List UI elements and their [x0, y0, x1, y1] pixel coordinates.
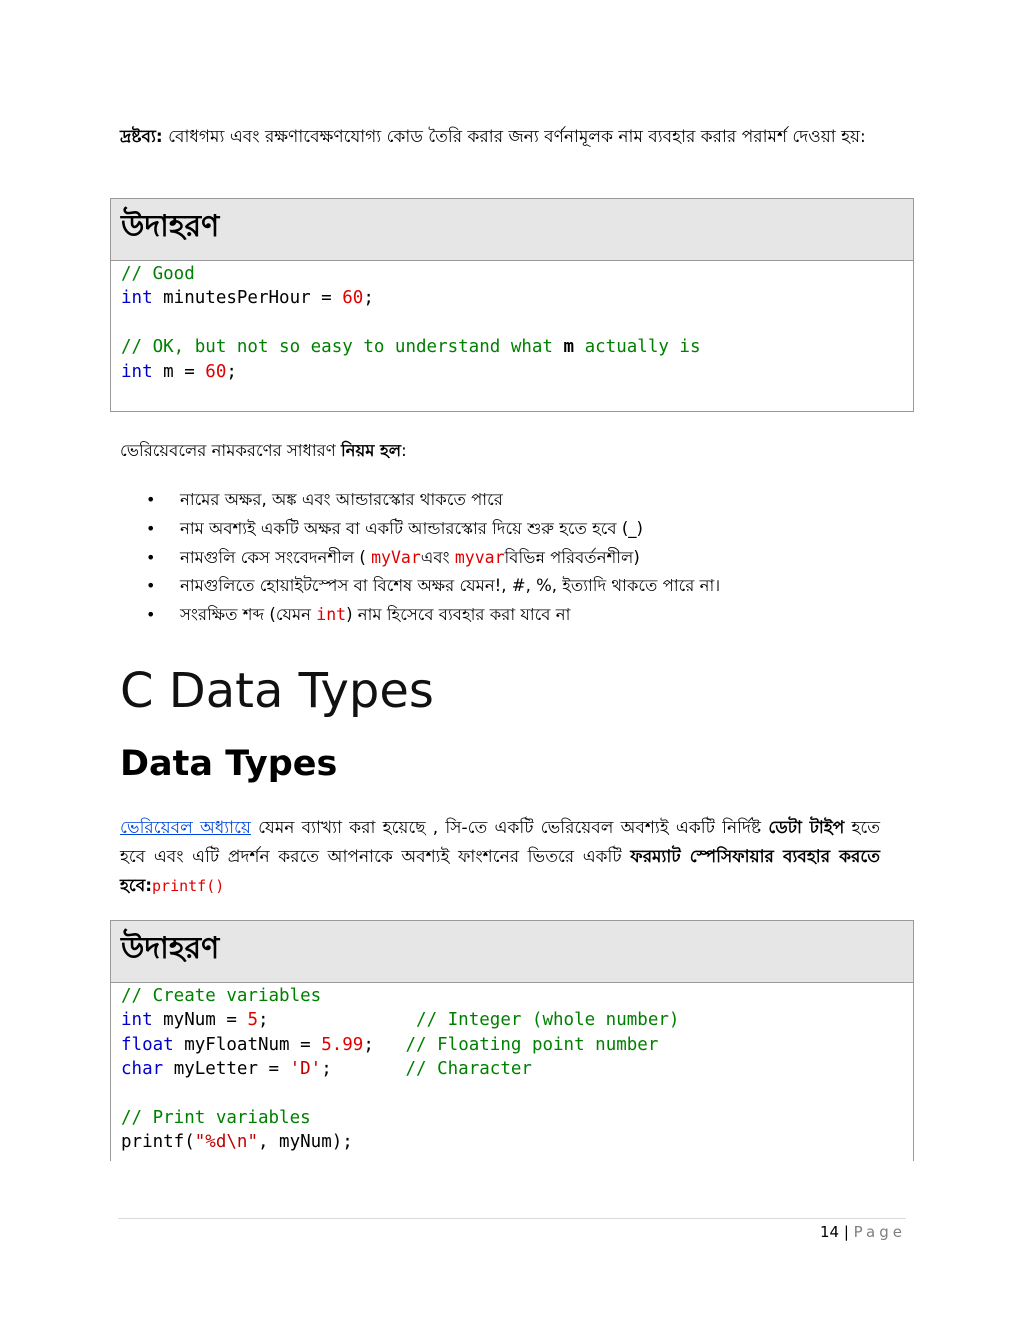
list-item: • নাম অবশ্যই একটি অক্ষর বা একটি আন্ডারস্কোর দিয়ে শুরু হতে হবে (_) [146, 515, 720, 544]
rules-intro: ভেরিয়েবলের নামকরণের সাধারণ নিয়ম হল: [120, 441, 407, 460]
code-keyword: int [121, 288, 153, 309]
page-footer: 14 | Page [819, 1223, 906, 1241]
code-semicolon: ; [226, 361, 237, 382]
code-number: 60 [205, 361, 227, 382]
inline-code: myvar [454, 547, 505, 567]
note-label: দ্রষ্টব্য: [120, 127, 163, 147]
page-label: Page [853, 1223, 906, 1241]
footer-divider [118, 1218, 906, 1219]
data-types-paragraph: ভেরিয়েবল অধ্যায়ে যেমন ব্যাখ্যা করা হয়েছে , সি-তে একটি ভেরিয়েবল অবশ্যই একটি নির্দিষ্ট ডেটা টাইপ হতে হবে এবং এটি প্রদর্শন করতে আপনাকে অবশ্যই ফাংশনের ভিতরে একটি ফরম্যাট স্পেসিফায়ার ব্যবহার করতে হবে:printf() [120, 818, 880, 896]
list-item: • নামগুলি কেস সংবেদনশীল ( myVarএবং myvarবিভিন্ন পরিবর্তনশীল) [146, 544, 720, 573]
code-comment: // Good [121, 264, 195, 284]
subsection-heading: Data Types [120, 744, 338, 784]
naming-rules-list [146, 486, 720, 630]
code-semicolon: ; [363, 288, 374, 309]
inline-code: printf() [152, 877, 225, 895]
code-block-1 [111, 261, 913, 384]
list-item: • নামগুলিতে হোয়াইটস্পেস বা বিশেষ অক্ষর যেমন!, #, %, ইত্যাদি থাকতে পারে না। [146, 572, 720, 601]
example-box-2 [110, 920, 914, 1161]
rules-intro-bold: নিয়ম হল [340, 441, 402, 460]
list-item: • নামের অক্ষর, অঙ্ক এবং আন্ডারস্কোর থাকতে পারে [146, 486, 720, 515]
code-keyword: int [121, 361, 153, 382]
bold-term: ডেটা টাইপ [768, 818, 845, 838]
code-comment: // OK, but not so easy to understand what m actually is [121, 337, 701, 358]
section-heading: C Data Types [120, 663, 434, 719]
bold-term: ফরম্যাট স্পেসিফায়ার ব্যবহার করতে হবে: [120, 847, 880, 896]
variables-chapter-link[interactable]: ভেরিয়েবল অধ্যায়ে [120, 818, 251, 838]
code-number: 60 [342, 288, 364, 309]
page-number: 14 [819, 1223, 840, 1241]
code-text: m = [152, 361, 206, 382]
example-title: উদাহরণ [111, 199, 913, 261]
example-box-1 [110, 198, 914, 412]
note-paragraph [120, 122, 904, 152]
example-title: উদাহরণ [111, 921, 913, 983]
inline-code: myVar [371, 547, 421, 567]
inline-code: int [316, 605, 347, 625]
code-text: minutesPerHour = [152, 288, 343, 309]
list-item: • সংরক্ষিত শব্দ (যেমন int) নাম হিসেবে ব্যবহার করা যাবে না [146, 601, 720, 630]
code-block-2: // Create variables int myNum = 5; // Integer (whole number) float myFloatNum = 5.99; // Floating point number char myLetter = 'D'; // Character // Print variables printf("%d\n", myNum); [121, 986, 680, 1153]
note-text: বোধগম্য এবং রক্ষণাবেক্ষণযোগ্য কোড তৈরি করার জন্য বর্ণনামূলক নাম ব্যবহার করার পরামর্শ দেওয়া হয়: [162, 127, 866, 147]
